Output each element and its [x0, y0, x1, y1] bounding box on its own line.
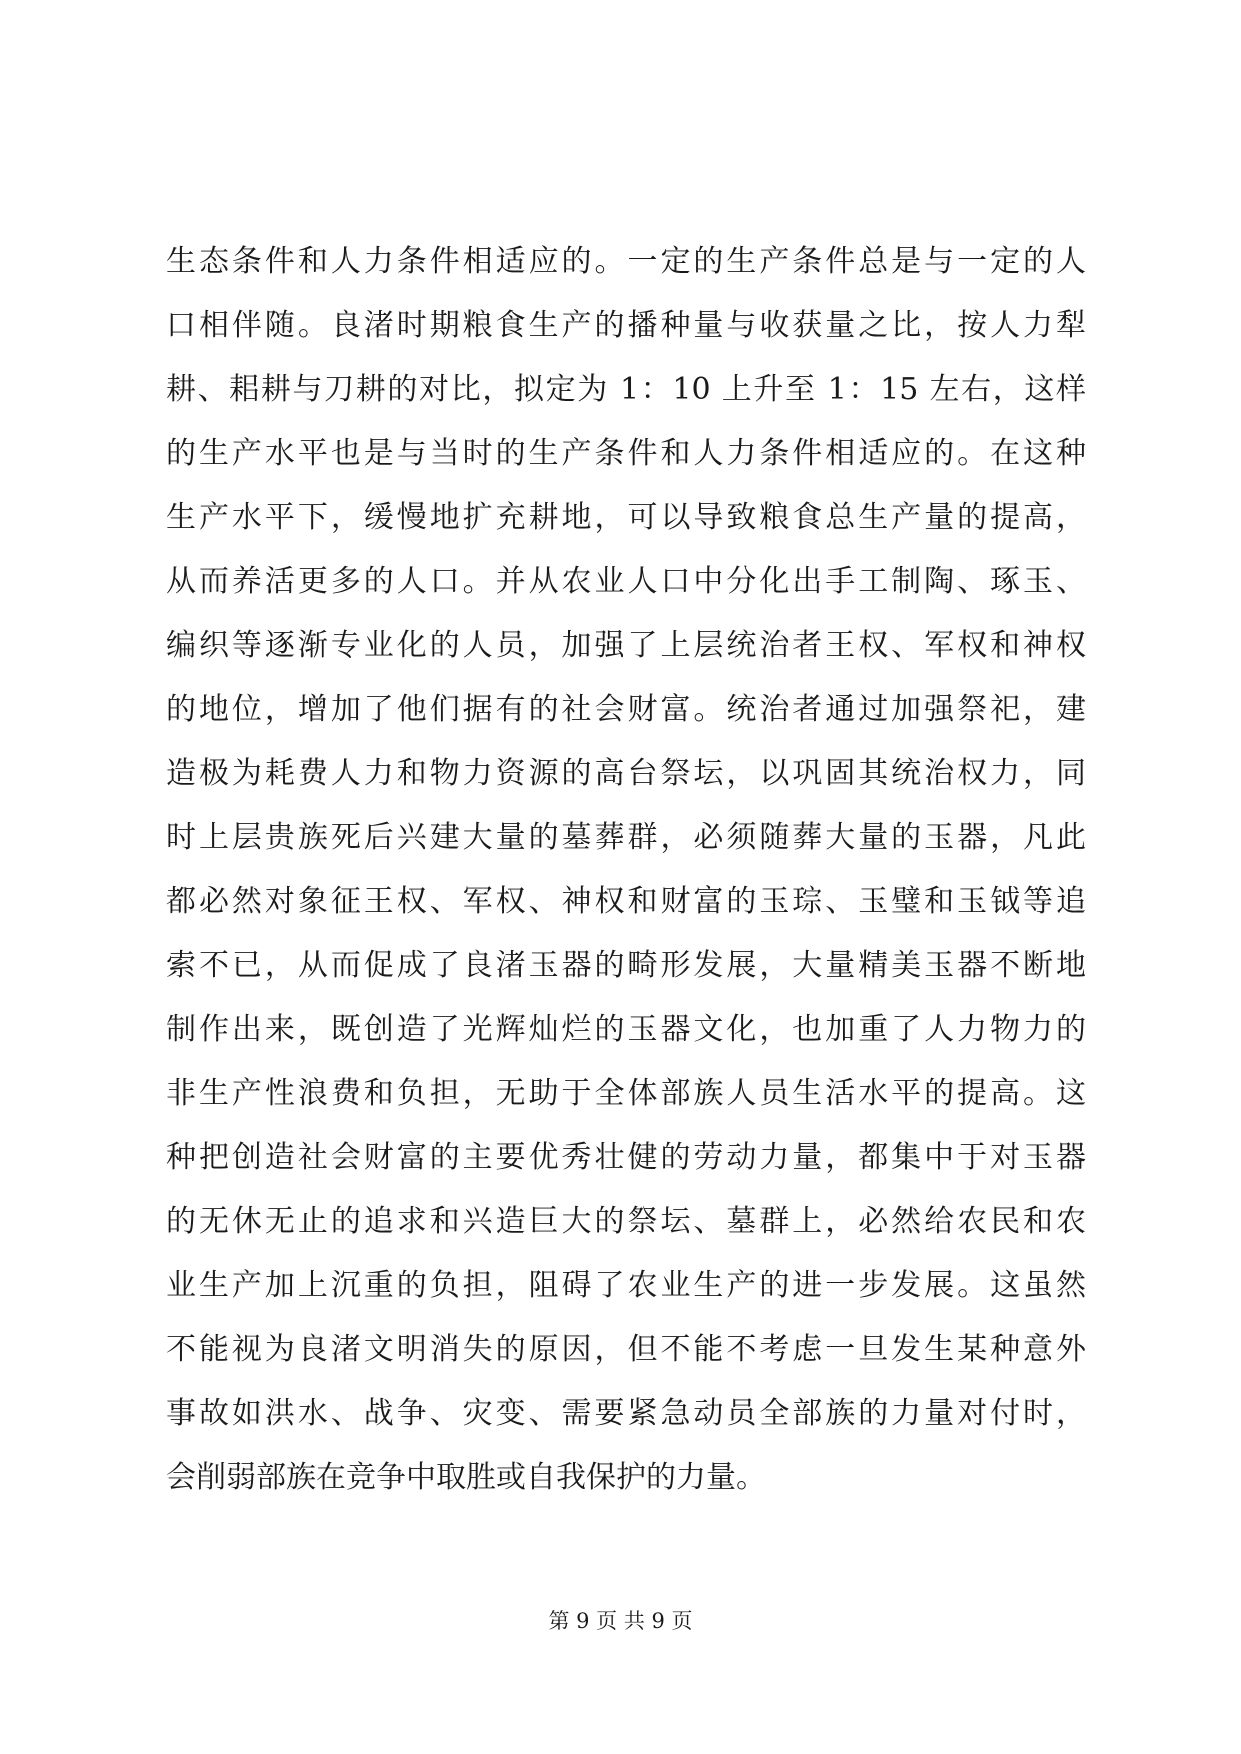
text-line: 从而养活更多的人口。并从农业人口中分化出手工制陶、琢玉、 — [166, 564, 1086, 599]
text-line: 的地位，增加了他们据有的社会财富。统治者通过加强祭祀，建 — [166, 692, 1086, 727]
text-line: 的生产水平也是与当时的生产条件和人力条件相适应的。在这种 — [166, 436, 1086, 471]
text-line: 编织等逐渐专业化的人员，加强了上层统治者王权、军权和神权 — [166, 628, 1086, 663]
text-line: 都必然对象征王权、军权、神权和财富的玉琮、玉璧和玉钺等追 — [166, 884, 1086, 919]
text-line: 非生产性浪费和负担，无助于全体部族人员生活水平的提高。这 — [166, 1076, 1086, 1111]
text-line: 生态条件和人力条件相适应的。一定的生产条件总是与一定的人 — [166, 244, 1086, 279]
text-line: 的无休无止的追求和兴造巨大的祭坛、墓群上，必然给农民和农 — [166, 1204, 1086, 1239]
text-line: 耕、耜耕与刀耕的对比，拟定为 1：10 上升至 1：15 左右，这样 — [166, 372, 1086, 407]
text-line: 会削弱部族在竞争中取胜或自我保护的力量。 — [166, 1460, 766, 1495]
text-line: 造极为耗费人力和物力资源的高台祭坛，以巩固其统治权力，同 — [166, 756, 1086, 791]
text-line: 制作出来，既创造了光辉灿烂的玉器文化，也加重了人力物力的 — [166, 1012, 1086, 1047]
text-line: 不能视为良渚文明消失的原因，但不能不考虑一旦发生某种意外 — [166, 1332, 1086, 1367]
text-line: 生产水平下，缓慢地扩充耕地，可以导致粮食总生产量的提高， — [166, 500, 1086, 535]
text-line: 业生产加上沉重的负担，阻碍了农业生产的进一步发展。这虽然 — [166, 1268, 1086, 1303]
text-line: 索不已，从而促成了良渚玉器的畸形发展，大量精美玉器不断地 — [166, 948, 1086, 983]
text-line: 时上层贵族死后兴建大量的墓葬群，必须随葬大量的玉器，凡此 — [166, 820, 1086, 855]
text-line: 事故如洪水、战争、灾变、需要紧急动员全部族的力量对付时， — [166, 1396, 1086, 1431]
text-line: 种把创造社会财富的主要优秀壮健的劳动力量，都集中于对玉器 — [166, 1140, 1086, 1175]
page-number: 第 9 页 共 9 页 — [548, 1609, 693, 1633]
text-line: 口相伴随。良渚时期粮食生产的播种量与收获量之比，按人力犁 — [166, 308, 1086, 343]
body-text — [166, 230, 1086, 1510]
